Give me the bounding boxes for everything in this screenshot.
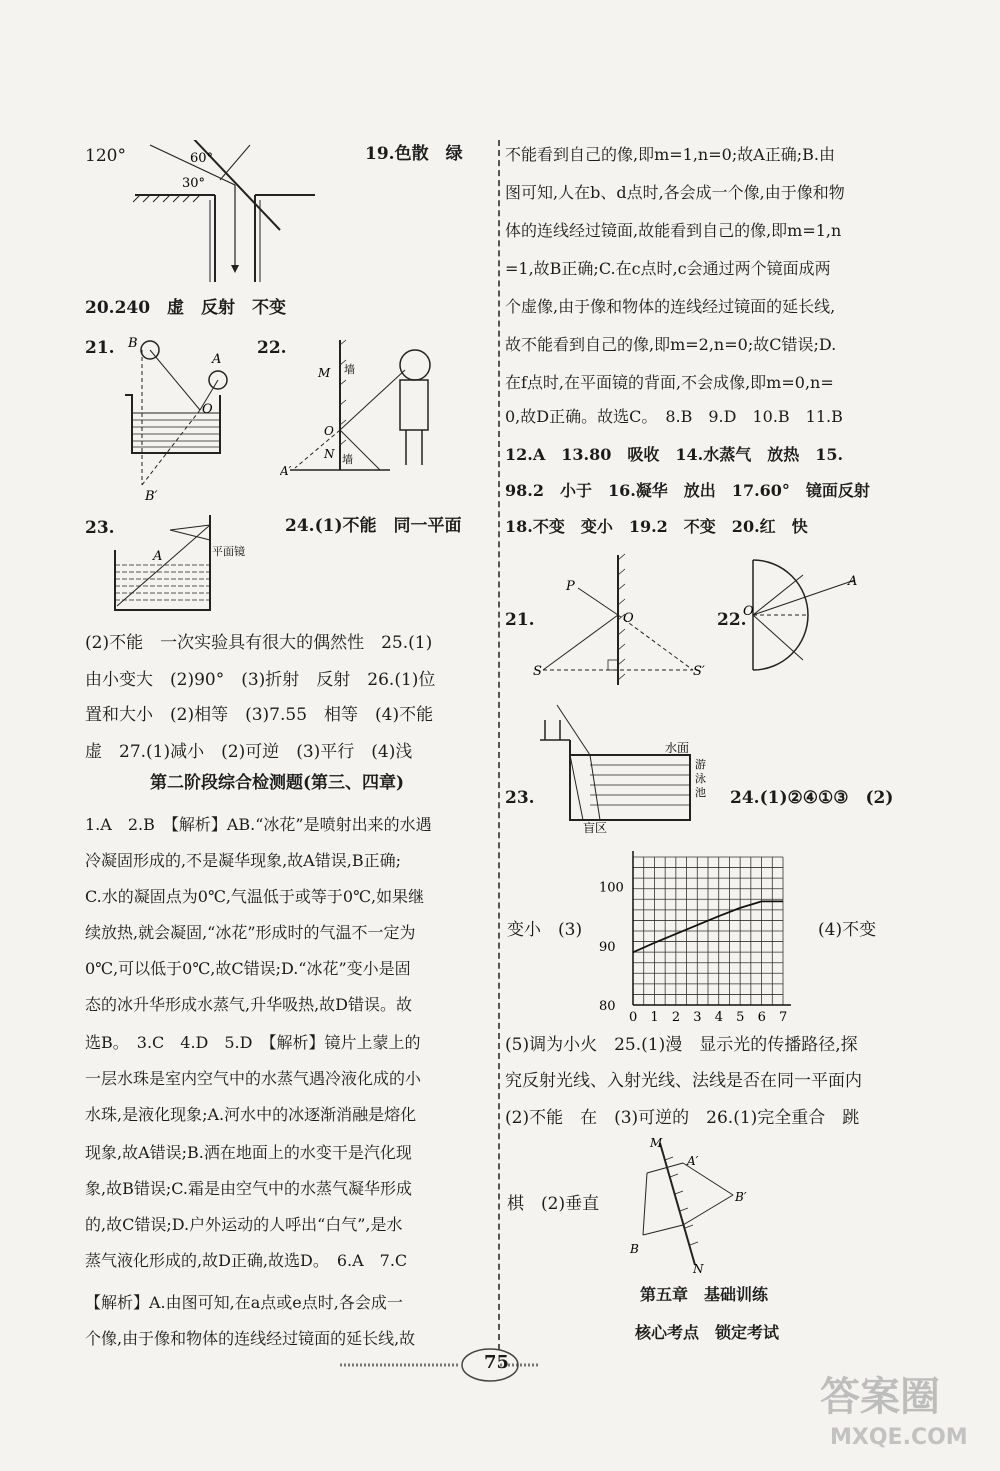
- x-tick-label: 4: [714, 1010, 723, 1025]
- para-line-12: 的,故C错误;D.户外运动的人呼出“白气”,是水: [85, 1215, 403, 1234]
- chapter-title: 第五章 基础训练: [640, 1285, 769, 1304]
- r-fig21-label-P: P: [566, 579, 575, 594]
- r-fig21-label-S: S: [533, 664, 542, 679]
- fig22-label-N: N: [324, 447, 335, 461]
- fig23-label-A: A: [153, 549, 163, 564]
- answer-20: 20.240 虚 反射 不变: [85, 298, 287, 318]
- r-para-7: 在f点时,在平面镜的背面,不会成像,即m=0,n=: [505, 373, 834, 392]
- chapter-subtitle: 核心考点 锁定考试: [635, 1323, 780, 1342]
- r-fig26-label-Ap: A′: [687, 1154, 699, 1168]
- para-line-8: 一层水珠是室内空气中的水蒸气遇冷液化成的小: [85, 1069, 422, 1088]
- left-line-4: 虚 27.(1)减小 (2)可逆 (3)平行 (4)浅: [85, 742, 413, 762]
- page-number-ornament: [340, 1345, 540, 1385]
- para-line-1: 1.A 2.B 【解析】AB.“冰花”是喷射出来的水遇: [85, 815, 432, 834]
- fig22-label-wall-top: 墙: [344, 363, 355, 376]
- fig21-label-O: O: [202, 402, 213, 417]
- para-line-4: 续放热,就会凝固,“冰花”形成时的气温不一定为: [85, 923, 416, 942]
- y-tick-label: 80: [599, 999, 616, 1014]
- x-tick-label: 7: [779, 1010, 788, 1025]
- para-line-9: 水珠,是液化现象;A.河水中的冰逐渐消融是熔化: [85, 1105, 417, 1124]
- para-line-3: C.水的凝固点为0℃,气温低于或等于0℃,如果继: [85, 887, 425, 906]
- y-tick-label: 100: [599, 880, 624, 896]
- fig22-label-M: M: [318, 366, 331, 380]
- r-para-8: 0,故D正确。故选C。 8.B 9.D 10.B 11.B: [505, 407, 843, 426]
- para-line-2: 冷凝固形成的,不是凝华现象,故A错误,B正确;: [85, 851, 401, 870]
- x-tick-label: 0: [629, 1010, 638, 1025]
- r-fig23-pool-2: 泳: [695, 772, 706, 785]
- para-line-15: 个像,由于像和物体的连线经过镜面的延长线,故: [85, 1329, 416, 1348]
- q22-number: 22.: [257, 338, 287, 358]
- fig22-label-Ap: A′: [280, 464, 292, 478]
- para-line-14: 【解析】A.由图可知,在a点或e点时,各会成一: [85, 1293, 403, 1312]
- left-line-1: (2)不能 一次实验具有很大的偶然性 25.(1): [85, 633, 433, 653]
- r-fig26-label-N: N: [693, 1262, 704, 1275]
- r-fig22-label-O: O: [743, 604, 754, 619]
- r-fig21-label-Sp: S′: [693, 664, 705, 679]
- angle-30: 30°: [182, 176, 206, 191]
- r-para-9: 12.A 13.80 吸收 14.水蒸气 放热 15.: [505, 445, 844, 464]
- r-line-1: (5)调为小火 25.(1)漫 显示光的传播路径,探: [505, 1035, 858, 1055]
- watermark-logo: 答案圈: [820, 1374, 940, 1420]
- r-fig23-pool-3: 池: [695, 786, 706, 799]
- answer-26-end: 棋 (2)垂直: [507, 1194, 600, 1214]
- r-fig21-label-O: O: [623, 611, 634, 626]
- r-para-5: 个虚像,由于像和物体的连线经过镜面的延长线,: [505, 297, 836, 316]
- angle-label: 120°: [85, 146, 126, 166]
- r-line-3: (2)不能 在 (3)可逆的 26.(1)完全重合 跳: [505, 1108, 860, 1128]
- answer-19: 19.色散 绿: [365, 144, 463, 164]
- column-divider: [498, 140, 500, 1350]
- answer-24-part3: (4)不变: [818, 920, 877, 940]
- x-tick-label: 1: [650, 1010, 659, 1025]
- chart-axes: [633, 851, 791, 1005]
- r-fig26-label-B: B: [630, 1242, 639, 1256]
- figure-21: [120, 335, 235, 505]
- left-line-3: 置和大小 (2)相等 (3)7.55 相等 (4)不能: [85, 705, 434, 725]
- fig22-label-wall-bottom: 墙: [342, 453, 353, 466]
- figure-22: [280, 335, 450, 485]
- fig21-label-Bp: B′: [145, 489, 158, 504]
- para-line-13: 蒸气液化形成的,故D正确,故选D。 6.A 7.C: [85, 1251, 408, 1270]
- x-tick-label: 2: [671, 1010, 681, 1025]
- r-line-2: 究反射光线、入射光线、法线是否在同一平面内: [505, 1071, 862, 1091]
- figure-19: [130, 140, 320, 285]
- r-fig26-label-Bp: B′: [735, 1190, 747, 1204]
- figure-23: [105, 510, 280, 615]
- chart-grid: [633, 857, 783, 1005]
- section-title: 第二阶段综合检测题(第三、四章): [150, 773, 405, 793]
- r-para-4: =1,故B正确;C.在c点时,c会通过两个镜面成两: [505, 259, 831, 278]
- para-line-10: 现象,故A错误;B.洒在地面上的水变干是汽化现: [85, 1143, 412, 1162]
- fig21-label-B: B: [128, 336, 138, 351]
- r-figure-21: [533, 550, 708, 690]
- r-para-2: 图可知,人在b、d点时,各会成一个像,由于像和物: [505, 183, 845, 202]
- r-q23-number: 23.: [505, 788, 535, 808]
- para-line-6: 态的冰升华形成水蒸气,升华吸热,故D错误。故: [85, 995, 413, 1014]
- r-fig26-label-M: M: [650, 1136, 663, 1150]
- watermark-url: MXQE.COM: [830, 1425, 968, 1450]
- r-fig23-water-label: 水面: [665, 741, 690, 755]
- r-para-1: 不能看到自己的像,即m=1,n=0;故A正确;B.由: [505, 145, 836, 164]
- r-figure-23: [535, 700, 725, 835]
- x-tick-label: 5: [736, 1010, 745, 1025]
- q23-number: 23.: [85, 518, 115, 538]
- r-fig22-label-A: A: [848, 574, 858, 589]
- fig22-label-O: O: [324, 424, 334, 438]
- r-figure-26: [625, 1135, 775, 1275]
- r-para-6: 故不能看到自己的像,即m=2,n=0;故C错误;D.: [505, 335, 837, 354]
- para-line-11: 象,故B错误;C.霜是由空气中的水蒸气凝华形成: [85, 1179, 412, 1198]
- y-tick-label: 90: [599, 939, 616, 955]
- angle-60: 60°: [190, 151, 214, 166]
- page-number: 75: [484, 1352, 510, 1373]
- temperature-chart: [593, 845, 793, 1030]
- para-line-7: 选B。 3.C 4.D 5.D 【解析】镜片上蒙上的: [85, 1033, 421, 1052]
- r-para-11: 18.不变 变小 19.2 不变 20.红 快: [505, 517, 808, 536]
- answer-24-part2: 变小 (3): [507, 920, 583, 940]
- answer-24-part1: 24.(1)不能 同一平面: [285, 516, 462, 536]
- r-fig23-pool-1: 游: [695, 758, 706, 771]
- r-para-10: 98.2 小于 16.凝华 放出 17.60° 镜面反射: [505, 481, 870, 500]
- fig21-label-A: A: [212, 352, 222, 367]
- r-para-3: 体的连线经过镜面,故能看到自己的像,即m=1,n: [505, 221, 842, 240]
- x-tick-label: 6: [757, 1010, 766, 1025]
- x-tick-label: 3: [693, 1010, 702, 1025]
- r-q21-number: 21.: [505, 610, 535, 630]
- r-fig23-blind-label: 盲区: [583, 821, 608, 835]
- q21-number: 21.: [85, 338, 115, 358]
- r-figure-22: [743, 555, 863, 685]
- fig23-label-mirror: 平面镜: [212, 545, 245, 558]
- left-line-2: 由小变大 (2)90° (3)折射 反射 26.(1)位: [85, 670, 436, 690]
- answer-24-part1-right: 24.(1)②④①③ (2): [730, 788, 894, 808]
- r-q22-number: 22.: [717, 610, 747, 630]
- para-line-5: 0℃,可以低于0℃,故C错误;D.“冰花”变小是固: [85, 959, 411, 978]
